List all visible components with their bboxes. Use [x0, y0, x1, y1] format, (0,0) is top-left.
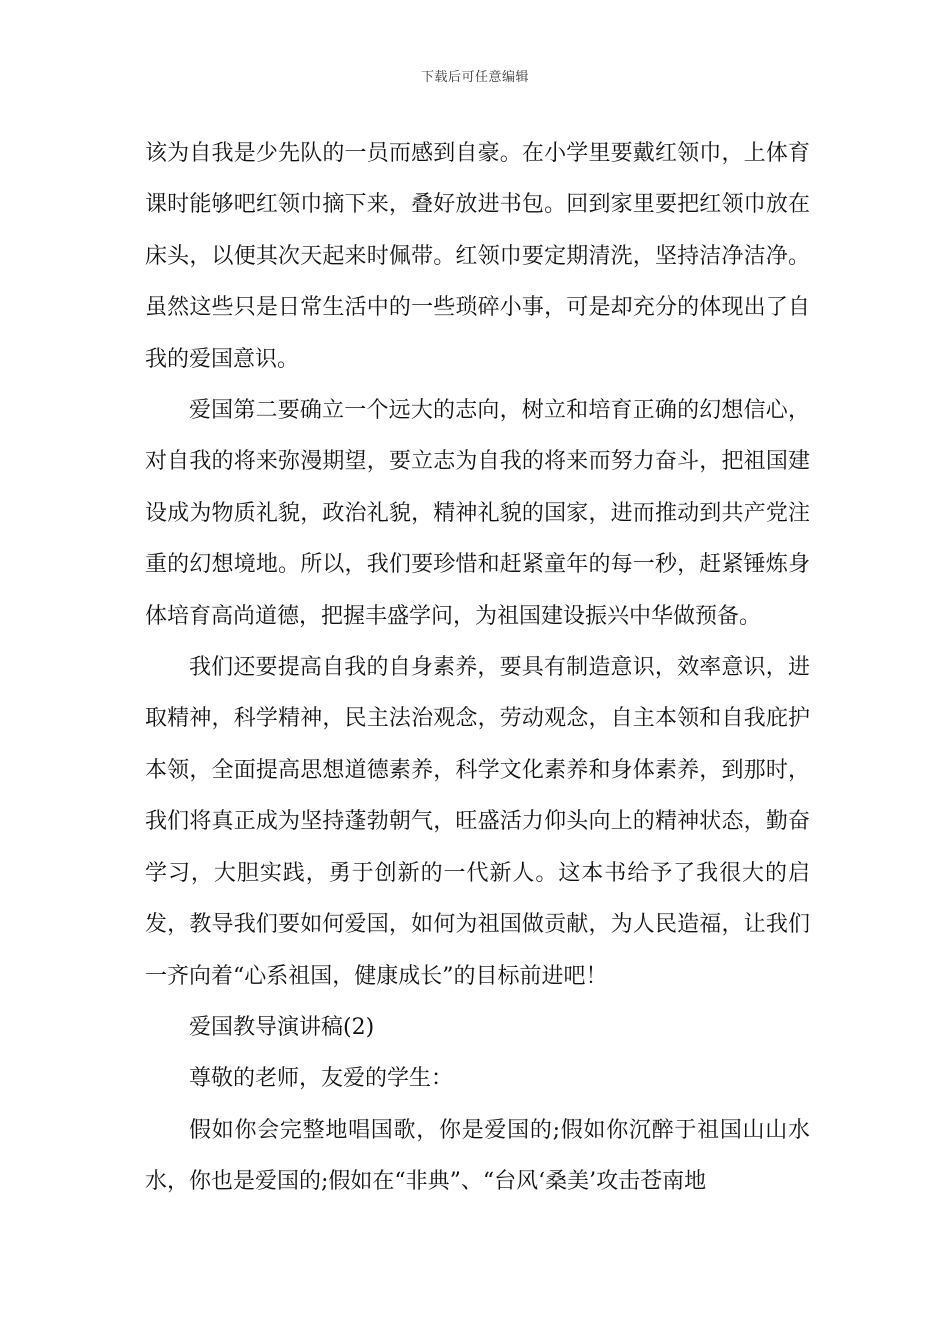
document-body [145, 128, 810, 1208]
paragraph-4: 假如你会完整地唱国歌，你是爱国的;假如你沉醉于祖国山山水水，你也是爱国的;假如在“非典”、“台风‘桑美’攻击苍南地 [145, 1117, 810, 1195]
paragraph-2: 爱国第二要确立一个远大的志向，树立和培育正确的幻想信心，对自我的将来弥漫期望，要立志为自我的将来而努力奋斗，把祖国建设成为物质礼貌，政治礼貌，精神礼貌的国家，进而推动到共产党注重的幻想境地。所以，我们要珍惜和赶紧童年的每一秒，赶紧锤炼身体培育高尚道德，把握丰盛学问，为祖国建设振兴中华做预备。 [145, 398, 810, 629]
salutation: 尊敬的老师，友爱的学生： [189, 1066, 454, 1092]
paragraph-1: 该为自我是少先队的一员而感到自豪。在小学里要戴红领巾，上体育课时能够吧红领巾摘下来，叠好放进书包。回到家里要把红领巾放在床头，以便其次天起来时佩带。红领巾要定期清洗，坚持洁净洁净。虽然这些只是日常生活中的一些琐碎小事，可是却充分的体现出了自我的爱国意识。 [145, 141, 810, 372]
paragraph-3: 我们还要提高自我的自身素养，要具有制造意识，效率意识，进取精神，科学精神，民主法治观念，劳动观念，自主本领和自我庇护本领，全面提高思想道德素养，科学文化素养和身体素养，到那时，我们将真正成为坚持蓬勃朝气，旺盛活力仰头向上的精神状态，勤奋学习，大胆实践，勇于创新的一代新人。这本书给予了我很大的启发，教导我们要如何爱国，如何为祖国做贡献，为人民造福，让我们一齐向着“心系祖国，健康成长”的目标前进吧！ [145, 655, 810, 989]
page-header: 下载后可任意编辑 [420, 70, 529, 85]
section-title: 爱国教导演讲稿(2) [189, 1014, 375, 1040]
